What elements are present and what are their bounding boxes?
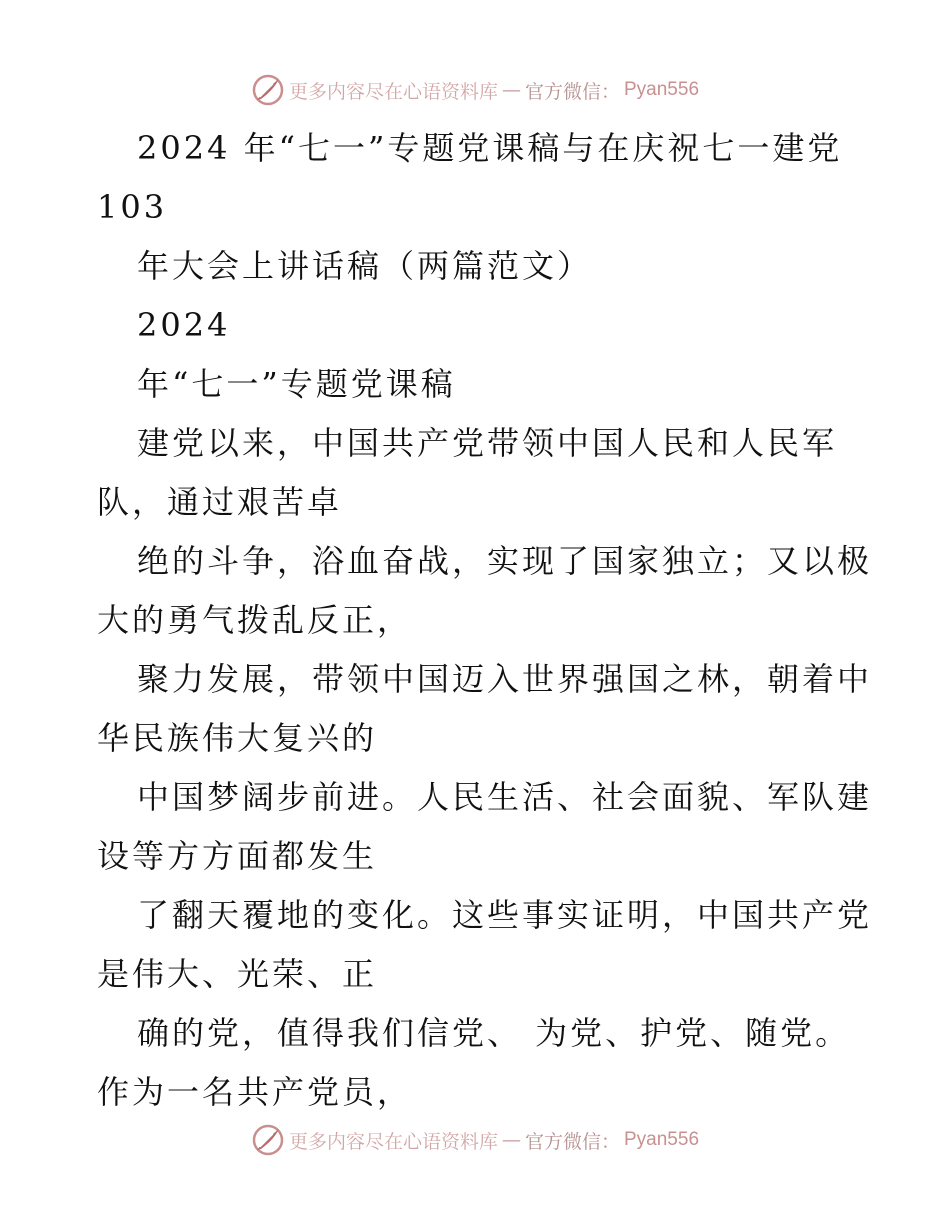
text-line: 作为一名共产党员， xyxy=(97,1073,413,1111)
text-line: 建党以来，中国共产党带领中国人民和人民军 xyxy=(137,424,838,462)
text-line: 中国梦阔步前进。人民生活、社会面貌、军队建 xyxy=(137,778,873,816)
watermark-separator: — xyxy=(501,79,521,101)
text-line: 绝的斗争，浴血奋战，实现了国家独立；又以极 xyxy=(137,542,873,580)
quill-logo-icon xyxy=(251,73,285,107)
text-line: 年大会上讲话稿（两篇范文） xyxy=(137,247,593,285)
text-line: 聚力发展，带领中国迈入世界强国之林，朝着中 xyxy=(137,660,873,698)
header-watermark xyxy=(0,70,950,110)
footer-watermark xyxy=(0,1120,950,1160)
text-line: 大的勇气拨乱反正， xyxy=(97,601,413,639)
watermark-label: 官方微信： xyxy=(524,80,620,103)
quill-logo-icon xyxy=(251,1123,285,1157)
watermark-separator: — xyxy=(501,1129,521,1151)
watermark-brand: 更多内容尽在心语资料库 xyxy=(288,80,498,103)
text-line: 2024 xyxy=(137,306,231,344)
text-line: 年“七一”专题党课稿 xyxy=(137,365,456,403)
watermark-label: 官方微信： xyxy=(524,1130,620,1153)
text-line: 确的党，值得我们信党、 为党、护党、随党。 xyxy=(137,1014,851,1052)
watermark-account: Pyan556 xyxy=(624,79,700,100)
document-body xyxy=(97,119,877,1122)
text-line: 了翻天覆地的变化。这些事实证明，中国共产党 xyxy=(137,896,873,934)
watermark-brand: 更多内容尽在心语资料库 xyxy=(288,1130,498,1153)
watermark-account: Pyan556 xyxy=(624,1129,700,1150)
text-line: 2024 年“七一”专题党课稿与在庆祝七一建党 xyxy=(137,129,843,167)
text-line: 103 xyxy=(97,188,168,226)
text-line: 设等方方面都发生 xyxy=(97,837,378,875)
text-line: 队，通过艰苦卓 xyxy=(97,483,343,521)
text-line: 华民族伟大复兴的 xyxy=(97,719,378,757)
text-line: 是伟大、光荣、正 xyxy=(97,955,378,993)
